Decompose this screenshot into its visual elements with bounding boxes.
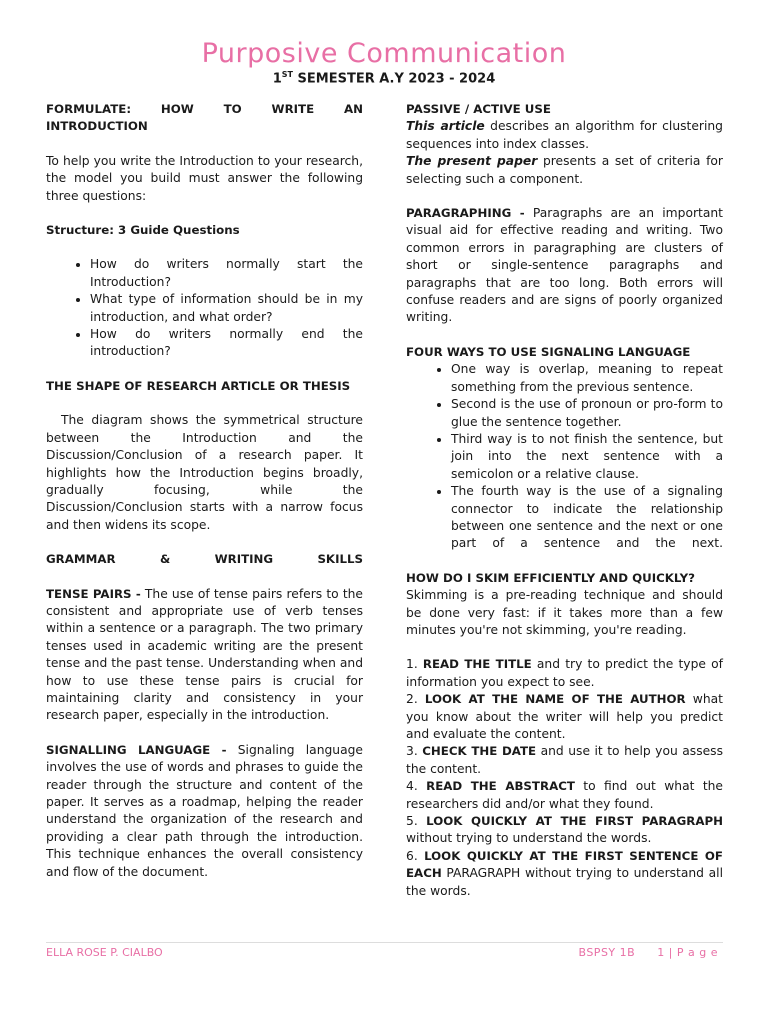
shape-paragraph: The diagram shows the symmetrical structure between the Introduction and the Discussion/Conclusion of a research paper. It highlights how the Introduction begins broadly, gradually focusing, while the Discussion/Conclusion starts with a narrow focus and then widens its scope.	[46, 413, 363, 532]
signalling-heading: SIGNALLING LANGUAGE -	[46, 742, 227, 757]
footer-divider	[46, 942, 723, 943]
list-item: • How do writers normally end the introduction?	[90, 326, 363, 361]
example-2-emphasis: The present paper	[406, 154, 538, 169]
example-1-text: describes an algorithm for clustering sequences into index classes.	[406, 119, 723, 151]
paragraphing-heading: PARAGRAPHING -	[406, 206, 525, 221]
section-heading-shape: THE SHAPE OF RESEARCH ARTICLE OR THESIS	[46, 378, 351, 393]
skim-paragraph: Skimming is a pre-reading technique and should be done very fast: if it takes more than a few minutes you're not skimming, you're reading.	[406, 588, 723, 637]
structure-heading: Structure: 3 Guide Questions	[46, 223, 240, 238]
section-heading-passive-active: PASSIVE / ACTIVE USE	[406, 102, 551, 116]
step-item: 1. READ THE TITLE and try to predict the type of information you expect to see.	[406, 657, 723, 689]
list-item: • How do writers normally start the Introduction?	[90, 256, 363, 291]
page-number: 1 | P a g e	[657, 946, 718, 959]
example-1	[406, 118, 723, 153]
guide-questions-list	[46, 256, 363, 360]
example-1-emphasis: This article	[406, 119, 485, 134]
list-item: • What type of information should be in my introduction, and what order?	[90, 291, 363, 326]
footer-right	[578, 946, 718, 959]
list-item: • The fourth way is the use of a signaling connector to indicate the relationship between one sentence and the next or one part of a sentence and the next.	[451, 483, 723, 553]
step-item: 3. CHECK THE DATE and use it to help you assess the content.	[406, 744, 723, 776]
footer-author: ELLA ROSE P. CIALBO	[46, 946, 163, 959]
four-ways-list	[406, 361, 723, 552]
example-2-text: presents a set of criteria for selecting such a component.	[406, 154, 723, 186]
step-item: 4. READ THE ABSTRACT to find out what the researchers did and/or what they found.	[406, 779, 724, 811]
left-column	[46, 101, 363, 881]
intro-paragraph: To help you write the Introduction to your research, the model you build must answer the following three questions:	[46, 153, 363, 203]
example-2	[406, 153, 723, 188]
footer-course: BSPSY 1B	[578, 946, 636, 959]
signalling-paragraph	[46, 742, 363, 881]
paragraphing-paragraph	[406, 205, 723, 327]
tense-pairs-heading: TENSE PAIRS -	[46, 586, 141, 601]
right-column	[406, 101, 723, 900]
semester-line	[0, 70, 768, 86]
section-heading-skim: HOW DO I SKIM EFFICIENTLY AND QUICKLY?	[406, 570, 695, 585]
step-item: 6. LOOK QUICKLY AT THE FIRST SENTENCE OF EACH PARAGRAPH without trying to understand all the words.	[406, 848, 723, 898]
tense-pairs-paragraph	[46, 586, 363, 725]
list-item: • Second is the use of pronoun or pro-form to glue the sentence together.	[451, 396, 723, 431]
tense-pairs-text: The use of tense pairs refers to the consistent and appropriate use of verb tenses within a sentence or a paragraph. The two primary tenses used in academic writing are the present tense and the past tense. Understanding when and how to use these tense pairs is crucial for maintaining clarity and consistency in your research paper, especially in the introduction.	[46, 586, 363, 723]
semester-ordinal: ST	[281, 70, 294, 79]
signalling-text: Signaling language involves the use of words and phrases to guide the reader through the structure and content of the paper. It serves as a roadmap, helping the reader understand the organization of the research and providing a clear path through the introduction. This technique enhances the overall consistency and flow of the document.	[46, 742, 363, 879]
document-title: Purposive Communication	[201, 38, 567, 69]
step-item: 5. LOOK QUICKLY AT THE FIRST PARAGRAPH without trying to understand the words.	[406, 814, 723, 846]
section-heading-introduction: FORMULATE: HOW TO WRITE AN INTRODUCTION	[46, 102, 363, 134]
semester-text: SEMESTER A.Y 2023 - 2024	[293, 71, 496, 87]
list-item: • Third way is to not finish the sentence, but join into the next sentence with a semicolon or a relative clause.	[451, 431, 723, 483]
section-heading-grammar: GRAMMAR & WRITING SKILLS	[46, 552, 363, 567]
paragraphing-text: Paragraphs are an important visual aid for effective reading and writing. Two common errors in paragraphing are clusters of short or single-sentence paragraphs and paragraphs that are too long. Both errors will confuse readers and are signs of poorly organized writing.	[406, 206, 723, 325]
list-item: • One way is overlap, meaning to repeat something from the previous sentence.	[451, 361, 723, 396]
step-item: 2. LOOK AT THE NAME OF THE AUTHOR what you know about the writer will help you predict and evaluate the content.	[406, 692, 723, 741]
section-heading-four-ways: FOUR WAYS TO USE SIGNALING LANGUAGE	[406, 344, 691, 359]
semester-number: 1	[272, 71, 282, 87]
